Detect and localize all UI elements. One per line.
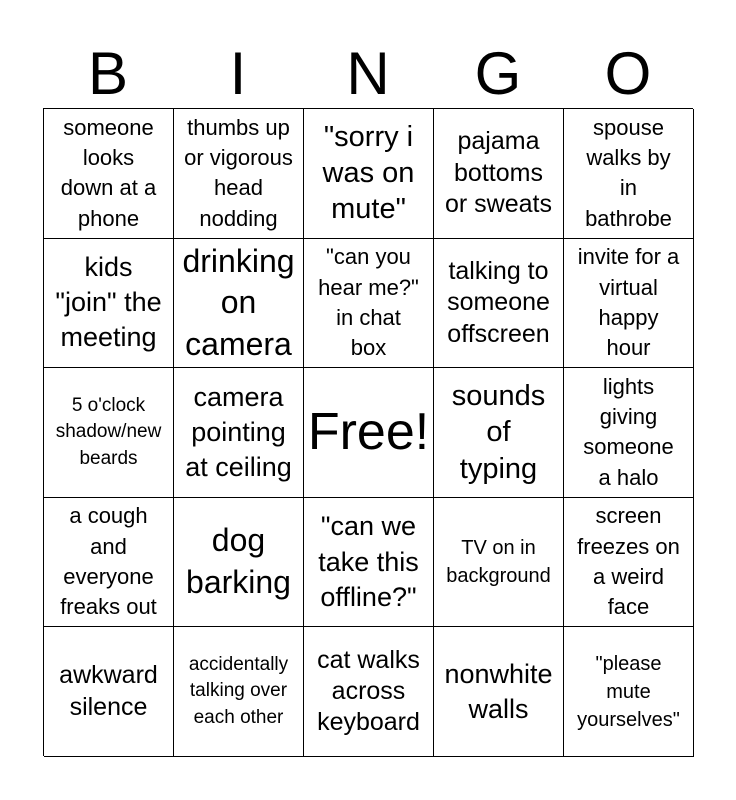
bingo-cell[interactable] — [434, 627, 564, 757]
bingo-cell[interactable] — [304, 109, 434, 239]
bingo-cell[interactable] — [434, 498, 564, 628]
header-letter-g: G — [474, 40, 522, 107]
bingo-cell[interactable] — [434, 239, 564, 369]
bingo-cell[interactable] — [304, 239, 434, 369]
cell-text: pajama bottoms or sweats — [445, 127, 552, 218]
bingo-cell[interactable] — [564, 498, 694, 628]
cell-text: 5 o'clock shadow/new beards — [55, 394, 162, 469]
cell-text: awkward silence — [59, 661, 158, 721]
bingo-cell[interactable] — [304, 368, 434, 498]
cell-text: "can we take this offline?" — [318, 511, 419, 612]
bingo-cell[interactable] — [434, 368, 564, 498]
bingo-cell[interactable] — [564, 239, 694, 369]
bingo-cell[interactable] — [174, 627, 304, 757]
header-letter-b: B — [87, 40, 129, 107]
bingo-header — [43, 40, 693, 108]
bingo-cell[interactable] — [174, 498, 304, 628]
cell-text: camera pointing at ceiling — [185, 381, 292, 483]
bingo-cell[interactable] — [44, 498, 174, 628]
bingo-cell[interactable] — [434, 109, 564, 239]
cell-text: accidentally talking over each other — [188, 653, 289, 728]
bingo-cell[interactable] — [44, 627, 174, 757]
header-letter-o: O — [604, 40, 652, 107]
cell-text: lights giving someone a halo — [583, 373, 674, 490]
bingo-cell[interactable] — [174, 109, 304, 239]
bingo-cell[interactable] — [44, 239, 174, 369]
bingo-cell[interactable] — [304, 627, 434, 757]
cell-text: a cough and everyone freaks out — [60, 503, 157, 620]
cell-text: cat walks across keyboard — [317, 645, 420, 737]
bingo-cell[interactable] — [304, 498, 434, 628]
bingo-cell[interactable] — [44, 368, 174, 498]
bingo-cell[interactable] — [44, 109, 174, 239]
cell-text: thumbs up or vigorous head nodding — [184, 114, 293, 231]
cell-text: dog barking — [186, 522, 291, 601]
cell-text: invite for a virtual happy hour — [577, 244, 680, 361]
bingo-cell[interactable] — [564, 109, 694, 239]
header-letter-n: N — [346, 40, 390, 107]
cell-text: spouse walks by in bathrobe — [585, 114, 672, 231]
cell-text: screen freezes on a weird face — [577, 503, 680, 620]
cell-text: "please mute yourselves" — [577, 652, 680, 731]
cell-text: talking to someone offscreen — [447, 257, 550, 348]
bingo-cell[interactable] — [174, 239, 304, 369]
header-letter-i: I — [229, 40, 247, 107]
bingo-cell[interactable] — [564, 368, 694, 498]
bingo-board — [43, 108, 693, 756]
bingo-cell[interactable] — [174, 368, 304, 498]
free-space: Free! — [307, 402, 430, 461]
cell-text: sounds of typing — [451, 380, 546, 485]
cell-text: TV on in background — [446, 537, 551, 588]
cell-text: "can you hear me?" in chat box — [318, 244, 419, 361]
cell-text: kids "join" the meeting — [55, 252, 162, 353]
bingo-cell[interactable] — [564, 627, 694, 757]
cell-text: someone looks down at a phone — [60, 114, 157, 231]
cell-text: "sorry i was on mute" — [322, 120, 415, 226]
cell-text: drinking on camera — [182, 242, 295, 362]
cell-text: nonwhite walls — [444, 658, 553, 724]
